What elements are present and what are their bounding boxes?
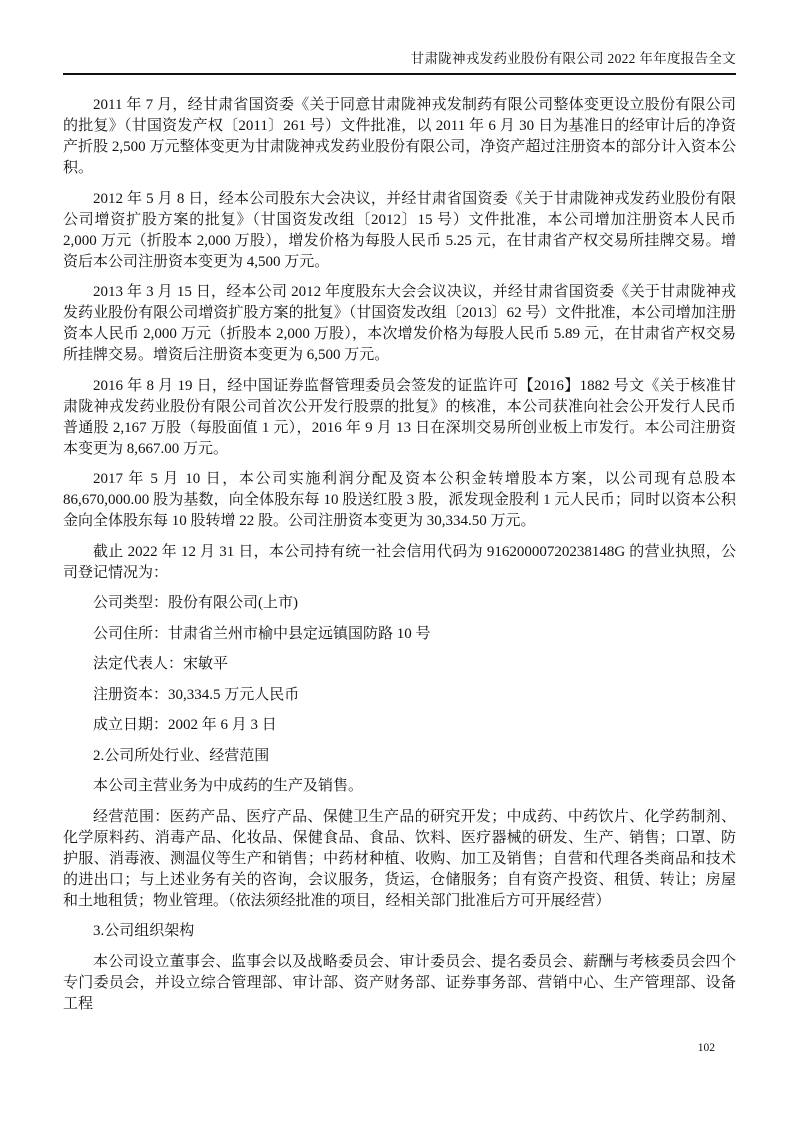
heading-industry-business-scope: 2.公司所处行业、经营范围 — [93, 747, 270, 764]
page-header — [63, 50, 736, 75]
item-establishment-date: 成立日期：2002 年 6 月 3 日 — [93, 717, 277, 733]
paragraph-organization-structure: 本公司设立董事会、监事会以及战略委员会、审计委员会、提名委员会、薪酬与考核委员会四个专门委员会，并设立综合管理部、审计部、资产财务部、证券事务部、营销中心、生产管理部、设备工程 — [63, 953, 736, 1012]
paragraph-business-license: 截止 2022 年 12 月 31 日，本公司持有统一社会信用代码为 91620000720238148G 的营业执照，公司登记情况为： — [63, 543, 736, 581]
paragraph-business-scope: 经营范围：医药产品、医疗产品、保健卫生产品的研究开发；中成药、中药饮片、化学药制剂、化学原料药、消毒产品、化妆品、保健食品、食品、饮料、医疗器械的研发、生产、销售；口罩、防护服、消毒液、测温仪等生产和销售；中药材种植、收购、加工及销售；自营和代理各类商品和技术的进出口；与上述业务有关的咨询，会议服务，货运，仓储服务；自有资产投资、租赁、转让；房屋和土地租赁；物业管理。（依法须经批准的项目，经相关部门批准后方可开展经营） — [63, 808, 736, 909]
paragraph-main-business: 本公司主营业务为中成药的生产及销售。 — [93, 778, 364, 794]
item-legal-representative: 法定代表人：宋敏平 — [93, 656, 229, 672]
page-footer — [698, 1041, 715, 1055]
item-registered-capital: 注册资本：30,334.5 万元人民币 — [93, 686, 300, 703]
item-company-type: 公司类型：股份有限公司(上市) — [93, 595, 298, 611]
item-company-address: 公司住所：甘肃省兰州市榆中县定远镇国防路 10 号 — [93, 625, 431, 642]
paragraph-2016-ipo: 2016 年 8 月 19 日，经中国证券监督管理委员会签发的证监许可【2016】1882 号文《关于核准甘肃陇神戎发药业股份有限公司首次公开发行股票的批复》的核准，本公司获准向社会公开发行人民币普通股 2,167 万股（每股面值 1 元），2016 年 9 月 13 日在深圳交易所创业板上市发行。本公司注册资本变更为 8,667.00 万元。 — [63, 377, 736, 457]
paragraph-2011-restructuring: 2011 年 7 月，经甘肃省国资委《关于同意甘肃陇神戎发制药有限公司整体变更设立股份有限公司的批复》（甘国资发产权〔2011〕261 号）文件批准，以 2011 年 6 月 30 日为基准日的经审计后的净资产折股 2,500 万元整体变更为甘肃陇神戎发药业股份有限公司，净资产超过注册资本的部分计入资本公积。 — [63, 97, 736, 176]
page-number: 102 — [697, 1042, 715, 1054]
paragraph-2017-profit-distribution: 2017 年 5 月 10 日，本公司实施利润分配及资本公积金转增股本方案，以公司现有总股本 86,670,000.00 股为基数，向全体股东每 10 股送红股 3 股，派发现金股利 1 元人民币；同时以资本公积金向全体股东每 10 股转增 22 股。公司注册资本变更为 30,334.50 万元。 — [63, 471, 736, 529]
document-body — [63, 95, 736, 1024]
paragraph-2012-capital-increase: 2012 年 5 月 8 日，经本公司股东大会决议，并经甘肃省国资委《关于甘肃陇神戎发药业股份有限公司增资扩股方案的批复》（甘国资发改组〔2012〕15 号）文件批准，本公司增加注册资本人民币 2,000 万元（折股本 2,000 万股），增发价格为每股人民币 5.25 元，在甘肃省产权交易所挂牌交易。增资后本公司注册资本变更为 4,500 万元。 — [63, 190, 736, 270]
report-header-title: 甘肃陇神戎发药业股份有限公司 2022 年年度报告全文 — [410, 51, 736, 66]
heading-organization-structure: 3.公司组织架构 — [93, 923, 195, 939]
paragraph-2013-capital-increase: 2013 年 3 月 15 日，经本公司 2012 年度股东大会会议决议，并经甘肃省国资委《关于甘肃陇神戎发药业股份有限公司增资扩股方案的批复》（甘国资发改组〔2013〕62 号）文件批准，本公司增加注册资本人民币 2,000 万元（折股本 2,000 万股），本次增发价格为每股人民币 5.89 元，在甘肃省产权交易所挂牌交易。增资后注册资本变更为 6,500 万元。 — [63, 284, 736, 363]
